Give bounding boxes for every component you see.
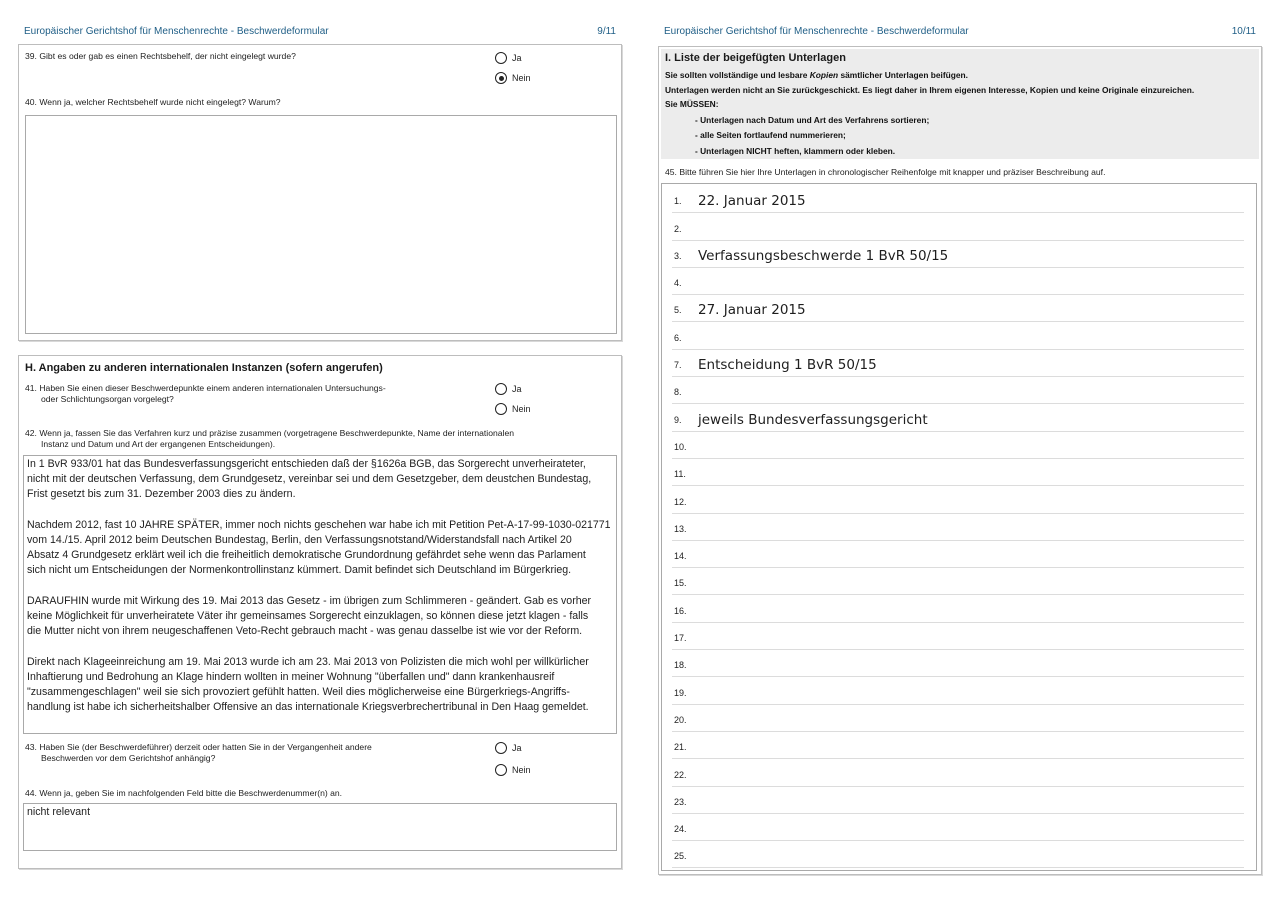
q43-no-label: Nein bbox=[512, 765, 531, 775]
document-list-item[interactable] bbox=[672, 650, 1244, 677]
document-list-item[interactable] bbox=[672, 432, 1244, 459]
document-item-number: 19. bbox=[674, 687, 687, 698]
section-i-instructions bbox=[661, 49, 1259, 159]
q39-radio-no[interactable] bbox=[495, 72, 507, 84]
document-list-item[interactable] bbox=[672, 377, 1244, 404]
page-number: 10/11 bbox=[1231, 26, 1256, 37]
q42-textarea[interactable] bbox=[23, 455, 617, 734]
q41-radio-no[interactable] bbox=[495, 403, 507, 415]
document-item-number: 8. bbox=[674, 387, 682, 398]
instruction-bullet: - Unterlagen nach Datum und Art des Verfahrens sortieren; bbox=[695, 115, 930, 125]
document-list-item[interactable] bbox=[672, 459, 1244, 486]
q43-radio-no[interactable] bbox=[495, 764, 507, 776]
document-list-item[interactable] bbox=[672, 186, 1244, 213]
document-item-number: 17. bbox=[674, 633, 687, 644]
document-list-item[interactable] bbox=[672, 323, 1244, 350]
q43-radio-yes[interactable] bbox=[495, 742, 507, 754]
q41-label-line1: 41. Haben Sie einen dieser Beschwerdepunkte einem anderen internationalen Untersuchungs- bbox=[25, 383, 386, 393]
document-list-item[interactable] bbox=[672, 268, 1244, 295]
document-list-item[interactable] bbox=[672, 514, 1244, 541]
q41-label-line2: oder Schlichtungsorgan vorgelegt? bbox=[41, 394, 174, 404]
q40-textarea[interactable] bbox=[25, 115, 617, 334]
document-list-item[interactable] bbox=[672, 295, 1244, 322]
document-item-number: 4. bbox=[674, 278, 682, 289]
document-item-number: 15. bbox=[674, 578, 687, 589]
document-item-number: 3. bbox=[674, 250, 682, 261]
page-number: 9/11 bbox=[597, 26, 616, 37]
document-list-item[interactable] bbox=[672, 705, 1244, 732]
q40-answer bbox=[26, 116, 616, 118]
document-list-item[interactable] bbox=[672, 814, 1244, 841]
document-item-description[interactable]: Verfassungsbeschwerde 1 BvR 50/15 bbox=[698, 247, 949, 264]
q42-label-line1: 42. Wenn ja, fassen Sie das Verfahren kurz und präzise zusammen (vorgetragene Beschwerdepunkte, Name der internationalen bbox=[25, 428, 515, 438]
q39-option-no[interactable] bbox=[495, 72, 531, 84]
q45-label: 45. Bitte führen Sie hier Ihre Unterlagen in chronologischer Reihenfolge mit knapper und präziser Beschreibung auf. bbox=[665, 167, 1106, 177]
document-item-description[interactable]: Entscheidung 1 BvR 50/15 bbox=[698, 357, 877, 374]
instruction-no-return: Unterlagen werden nicht an Sie zurückgeschickt. Es liegt daher in Ihrem eigenen Interesse, Kopien und keine Originale einzureichen. bbox=[665, 85, 1195, 95]
document-item-description[interactable]: jeweils Bundesverfassungsgericht bbox=[698, 411, 928, 428]
document-list-item[interactable] bbox=[672, 787, 1244, 814]
document-list-item[interactable] bbox=[672, 759, 1244, 786]
q43-option-no[interactable] bbox=[495, 764, 531, 776]
document-list-item[interactable] bbox=[672, 486, 1244, 513]
document-list-item[interactable] bbox=[672, 404, 1244, 431]
document-item-number: 18. bbox=[674, 660, 687, 671]
instruction-bullet: - alle Seiten fortlaufend nummerieren; bbox=[695, 130, 846, 140]
q39-radio-yes[interactable] bbox=[495, 52, 507, 64]
q43-label-line1: 43. Haben Sie (der Beschwerdeführer) derzeit oder hatten Sie in der Vergangenheit andere bbox=[25, 742, 372, 752]
document-item-number: 16. bbox=[674, 605, 687, 616]
q41-option-yes[interactable] bbox=[495, 383, 522, 395]
q41-no-label: Nein bbox=[512, 404, 531, 414]
instruction-must: Sie MÜSSEN: bbox=[665, 99, 719, 109]
instruction-bullet: - Unterlagen NICHT heften, klammern oder kleben. bbox=[695, 146, 896, 156]
page-header bbox=[24, 26, 618, 40]
document-item-number: 24. bbox=[674, 824, 687, 835]
document-item-number: 22. bbox=[674, 769, 687, 780]
document-item-number: 2. bbox=[674, 223, 682, 234]
document-list-item[interactable] bbox=[672, 241, 1244, 268]
document-item-number: 1. bbox=[674, 196, 682, 207]
q39-option-yes[interactable] bbox=[495, 52, 522, 64]
q44-textarea[interactable] bbox=[23, 803, 617, 851]
q44-answer: nicht relevant bbox=[27, 806, 91, 818]
document-item-number: 25. bbox=[674, 851, 687, 862]
section-h-box bbox=[18, 355, 622, 869]
document-list-item[interactable] bbox=[672, 841, 1244, 868]
page-header-title: Europäischer Gerichtshof für Menschenrechte - Beschwerdeformular bbox=[24, 26, 329, 37]
document-list-item[interactable] bbox=[672, 568, 1244, 595]
document-list-item[interactable] bbox=[672, 623, 1244, 650]
document-list-item[interactable] bbox=[672, 541, 1244, 568]
document-list-item[interactable] bbox=[672, 732, 1244, 759]
section-remedies-box bbox=[18, 44, 622, 341]
q42-answer: In 1 BvR 933/01 hat das Bundesverfassungsgericht entschieden daß der §1626a BGB, das Sorgerecht unverheirateter, nicht mit der deutschen Verfassung, dem Grundgesetz, vereinbar sei und dem Gesetzgeber, dem deustchen Bundestag, Frist gesetzt bis zum 31. Dezember 2003 dies zu ändern. Nachdem 2012, fast 10 JAHRE SPÄTER, immer noch nichts geschehen war habe ich mit Petition Pet-A-17-99-1030-021771 vom 14./15. April 2012 beim Deutschen Bundestag, Berlin, den Verfassungsnotstand/Widerstandsfall nach Artikel 20 Absatz 4 Grundgesetz erklärt weil ich die freiheitlich demokratische Grundordnung gefährdet sehe wenn das Parlament sich nicht um Entscheidungen der Normenkontrollinstanz kümmert. Damit befindet sich Deutschland im Bürgerkrieg. DARAUFHIN wurde mit Wirkung des 19. Mai 2013 das Gesetz - im übrigen zum Schlimmeren - geändert. Gab es vorher keine Möglichkeit für unverheiratete Väter ihr gemeinsames Sorgerecht einzuklagen, so können diese jetzt klagen - falls die Mutter nicht von ihrem neugeschaffenen Veto-Recht gebrauch macht - was genau dasselbe ist wie vor der Reform. Direkt nach Klageeinreichung am 19. Mai 2013 wurde ich am 23. Mai 2013 von Polizisten die mich wohl per willkürlicher Inhaftierung und Bedrohung an Klage hindern wollten in meiner Wohnung "überfallen und" dann krankenhausreif "zusammengeschlagen" weil sie sich provoziert gefühlt hatten. Weil dies möglicherweise eine Bürgerkriegs-Angriffs- handlung ist habe ich sicherheitshalber Offensive an das internationale Kriegsverbrechertribunal in Den Haag gemeldet. bbox=[27, 458, 611, 714]
document-item-number: 11. bbox=[674, 469, 686, 480]
q41-radio-yes[interactable] bbox=[495, 383, 507, 395]
document-item-number: 21. bbox=[674, 742, 687, 753]
document-item-number: 5. bbox=[674, 305, 682, 316]
q44-label: 44. Wenn ja, geben Sie im nachfolgenden Feld bitte die Beschwerdenummer(n) an. bbox=[25, 788, 343, 798]
section-i-box bbox=[658, 46, 1262, 875]
q43-option-yes[interactable] bbox=[495, 742, 522, 754]
document-item-number: 12. bbox=[674, 496, 687, 507]
q40-label: 40. Wenn ja, welcher Rechtsbehelf wurde nicht eingelegt? Warum? bbox=[25, 97, 281, 107]
document-list-item[interactable] bbox=[672, 677, 1244, 704]
q42-label-line2: Instanz und Datum und Art der ergangenen Entscheidungen). bbox=[41, 439, 276, 449]
q39-yes-label: Ja bbox=[512, 53, 522, 63]
q41-option-no[interactable] bbox=[495, 403, 531, 415]
page-header-title: Europäischer Gerichtshof für Menschenrechte - Beschwerdeformular bbox=[664, 26, 969, 37]
document-item-number: 9. bbox=[674, 414, 682, 425]
q43-label-line2: Beschwerden vor dem Gerichtshof anhängig? bbox=[41, 753, 216, 763]
q39-no-label: Nein bbox=[512, 73, 531, 83]
q39-label: 39. Gibt es oder gab es einen Rechtsbehelf, der nicht eingelegt wurde? bbox=[25, 51, 296, 61]
document-item-number: 20. bbox=[674, 714, 687, 725]
document-list-item[interactable] bbox=[672, 350, 1244, 377]
document-item-number: 6. bbox=[674, 332, 682, 343]
page-header bbox=[664, 26, 1258, 40]
document-item-number: 10. bbox=[674, 441, 687, 452]
document-list-item[interactable] bbox=[672, 213, 1244, 240]
section-h-title: H. Angaben zu anderen internationalen Instanzen (sofern angerufen) bbox=[25, 362, 383, 374]
q43-yes-label: Ja bbox=[512, 743, 522, 753]
document-list-item[interactable] bbox=[672, 596, 1244, 623]
document-item-description[interactable]: 27. Januar 2015 bbox=[698, 302, 806, 319]
document-item-number: 7. bbox=[674, 360, 682, 371]
instruction-copies: Sie sollten vollständige und lesbare Kopien sämtlicher Unterlagen beifügen. bbox=[665, 70, 968, 80]
document-item-number: 23. bbox=[674, 796, 687, 807]
document-item-number: 14. bbox=[674, 551, 687, 562]
document-item-description[interactable]: 22. Januar 2015 bbox=[698, 193, 806, 210]
document-item-number: 13. bbox=[674, 523, 687, 534]
section-i-title: I. Liste der beigefügten Unterlagen bbox=[665, 52, 846, 64]
q41-yes-label: Ja bbox=[512, 384, 522, 394]
documents-list bbox=[661, 183, 1257, 871]
